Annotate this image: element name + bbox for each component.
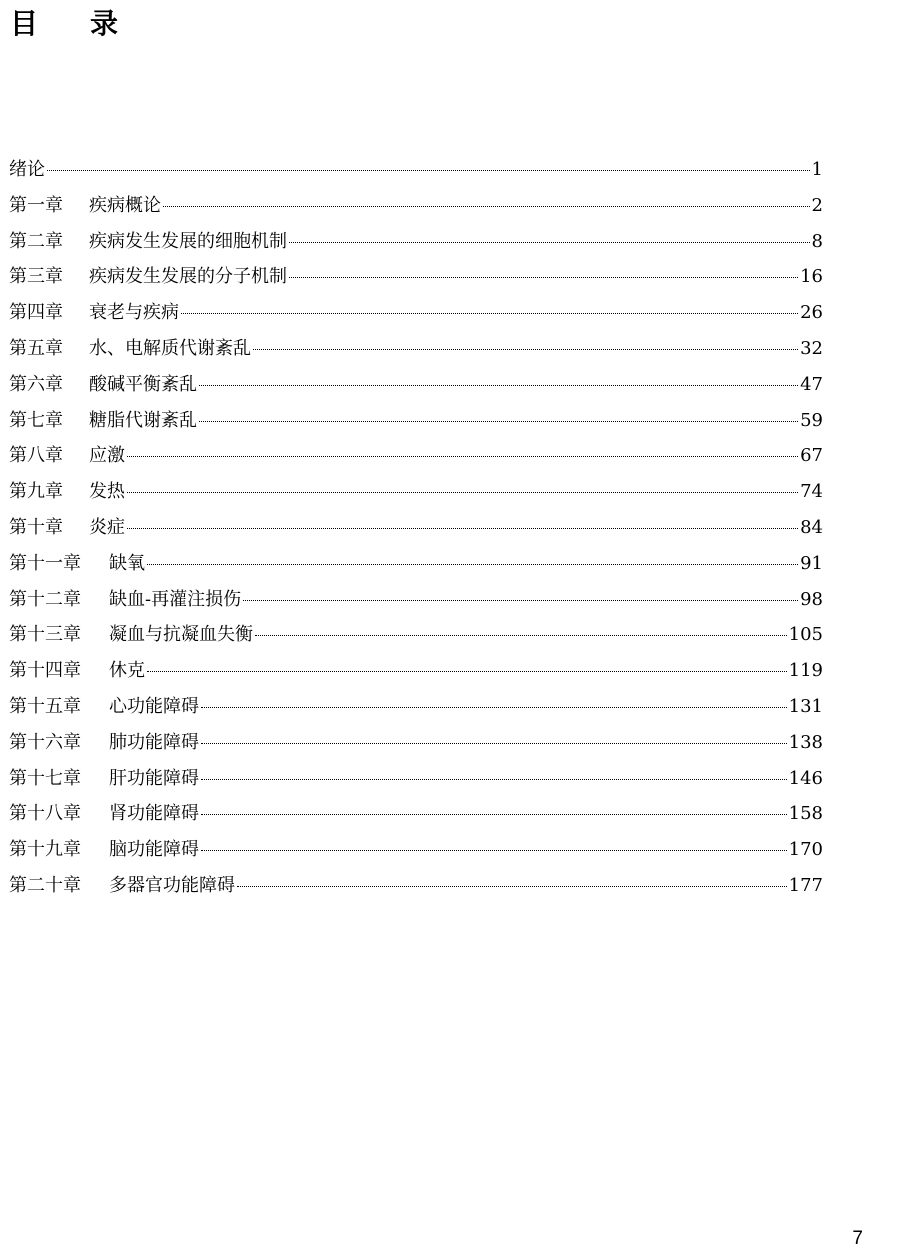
toc-chapter-label: 第十六章 <box>9 731 81 753</box>
toc-chapter-label: 第八章 <box>9 445 63 467</box>
dot-leader <box>253 349 798 350</box>
toc-page-number: 119 <box>788 660 823 682</box>
toc-entry[interactable] <box>9 295 823 331</box>
toc-entry[interactable] <box>9 546 823 582</box>
toc-page-number: 8 <box>811 230 823 252</box>
toc-page-number: 105 <box>788 624 823 646</box>
dot-leader <box>201 743 787 744</box>
toc-entry[interactable] <box>9 331 823 367</box>
toc-chapter-label: 第五章 <box>9 337 63 359</box>
toc-entry[interactable] <box>9 582 823 618</box>
toc-title: 脑功能障碍 <box>109 839 199 861</box>
dot-leader <box>147 564 798 565</box>
toc-page-number: 2 <box>811 194 823 216</box>
toc-entry[interactable] <box>9 868 823 904</box>
page-number: 7 <box>852 1228 863 1249</box>
toc-chapter-label: 第四章 <box>9 302 63 324</box>
toc-page-number: 138 <box>788 731 823 753</box>
dot-leader <box>201 779 787 780</box>
toc-title: 缺血-再灌注损伤 <box>109 588 242 610</box>
toc-page-number: 32 <box>800 337 823 359</box>
toc-entry[interactable] <box>9 689 823 725</box>
toc-title: 炎症 <box>89 516 125 538</box>
toc-title: 水、电解质代谢紊乱 <box>89 337 251 359</box>
toc-title: 衰老与疾病 <box>89 302 179 324</box>
dot-leader <box>201 850 787 851</box>
dot-leader <box>163 206 810 207</box>
toc-chapter-label: 第十五章 <box>9 695 81 717</box>
toc-chapter-label: 第十二章 <box>9 588 81 610</box>
toc-page-number: 170 <box>788 839 823 861</box>
toc-page-number: 1 <box>811 159 823 180</box>
toc-title: 绪论 <box>9 159 45 180</box>
toc-title: 休克 <box>109 660 145 682</box>
toc-page-number: 177 <box>788 874 823 896</box>
toc-title: 酸碱平衡紊乱 <box>89 373 197 395</box>
toc-page-number: 16 <box>800 266 823 288</box>
toc-chapter-label: 第二章 <box>9 230 63 252</box>
toc-page-number: 91 <box>800 552 823 574</box>
toc-entry[interactable] <box>9 510 823 546</box>
toc-page-number: 131 <box>788 695 823 717</box>
toc-page-number: 47 <box>800 373 823 395</box>
toc-chapter-label: 第十八章 <box>9 803 81 825</box>
dot-leader <box>237 886 787 887</box>
toc-page-number: 98 <box>800 588 823 610</box>
table-of-contents <box>9 152 823 904</box>
toc-title: 疾病概论 <box>89 194 161 216</box>
dot-leader <box>201 814 787 815</box>
dot-leader <box>127 456 798 457</box>
toc-chapter-label: 第一章 <box>9 194 63 216</box>
toc-entry[interactable] <box>9 224 823 260</box>
dot-leader <box>289 277 798 278</box>
toc-chapter-label: 第十章 <box>9 516 63 538</box>
toc-title: 心功能障碍 <box>109 695 199 717</box>
toc-page-number: 74 <box>800 481 823 503</box>
dot-leader <box>47 170 810 171</box>
toc-title: 肺功能障碍 <box>109 731 199 753</box>
toc-title: 发热 <box>89 481 125 503</box>
toc-chapter-label: 第三章 <box>9 266 63 288</box>
dot-leader <box>199 421 798 422</box>
toc-entry[interactable] <box>9 761 823 797</box>
toc-entry[interactable] <box>9 259 823 295</box>
toc-title: 肾功能障碍 <box>109 803 199 825</box>
toc-entry[interactable] <box>9 474 823 510</box>
toc-title: 肝功能障碍 <box>109 767 199 789</box>
toc-chapter-label: 第七章 <box>9 409 63 431</box>
toc-chapter-label: 第九章 <box>9 481 63 503</box>
toc-entry[interactable] <box>9 438 823 474</box>
toc-chapter-label: 第十七章 <box>9 767 81 789</box>
toc-page-number: 26 <box>800 302 823 324</box>
toc-chapter-label: 第十一章 <box>9 552 81 574</box>
dot-leader <box>127 528 798 529</box>
toc-entry[interactable] <box>9 403 823 439</box>
dot-leader <box>243 600 798 601</box>
dot-leader <box>199 385 798 386</box>
dot-leader <box>147 671 787 672</box>
toc-entry[interactable] <box>9 796 823 832</box>
toc-page-number: 158 <box>788 803 823 825</box>
toc-entry[interactable] <box>9 832 823 868</box>
toc-page-number: 59 <box>800 409 823 431</box>
toc-chapter-label: 第十九章 <box>9 839 81 861</box>
dot-leader <box>181 313 798 314</box>
toc-chapter-label: 第六章 <box>9 373 63 395</box>
toc-chapter-label: 第十四章 <box>9 660 81 682</box>
page-title: 目录 <box>10 7 171 40</box>
toc-page-number: 67 <box>800 445 823 467</box>
toc-title: 疾病发生发展的细胞机制 <box>89 230 287 252</box>
toc-page-number: 146 <box>788 767 823 789</box>
toc-title: 糖脂代谢紊乱 <box>89 409 197 431</box>
dot-leader <box>127 492 798 493</box>
toc-page-number: 84 <box>800 516 823 538</box>
toc-entry[interactable] <box>9 152 823 188</box>
toc-entry[interactable] <box>9 617 823 653</box>
toc-entry[interactable] <box>9 367 823 403</box>
toc-entry[interactable] <box>9 188 823 224</box>
dot-leader <box>255 635 787 636</box>
toc-chapter-label: 第十三章 <box>9 624 81 646</box>
toc-title: 凝血与抗凝血失衡 <box>109 624 253 646</box>
toc-title: 多器官功能障碍 <box>109 874 235 896</box>
dot-leader <box>289 242 810 243</box>
toc-title: 缺氧 <box>109 552 145 574</box>
toc-title: 疾病发生发展的分子机制 <box>89 266 287 288</box>
toc-chapter-label: 第二十章 <box>9 874 81 896</box>
toc-entry[interactable] <box>9 725 823 761</box>
dot-leader <box>201 707 787 708</box>
toc-entry[interactable] <box>9 653 823 689</box>
toc-title: 应激 <box>89 445 125 467</box>
